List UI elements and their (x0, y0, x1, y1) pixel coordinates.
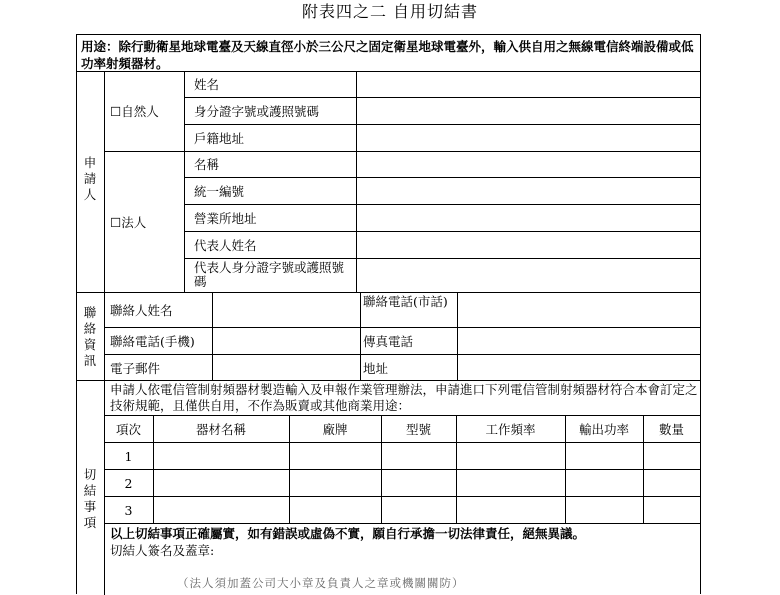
landline-label: 聯絡電話(市話) (363, 294, 448, 309)
field-label-id-number: 身分證字號或護照號碼 (194, 104, 320, 119)
col-frequency: 工作頻率 (485, 422, 536, 437)
contact-line (360, 292, 361, 380)
col-quantity: 數量 (658, 422, 684, 437)
type-column-line (184, 71, 185, 292)
divider-natural-legal (104, 151, 700, 152)
purpose-text: 用途：除行動衛星地球電臺及天線直徑小於三公尺之固定衛星地球電臺外，輸入供自用之無線電信終端設備或低功率射頻器材。 (81, 39, 694, 71)
checkbox-icon[interactable]: ☐ (110, 215, 122, 230)
divider (184, 97, 700, 98)
divider (184, 204, 700, 205)
natural-person-label: 自然人 (121, 104, 159, 119)
field-label-representative-name: 代表人姓名 (194, 238, 257, 253)
mobile-label: 聯絡電話(手機) (110, 334, 195, 349)
field-label-household-address: 戶籍地址 (194, 131, 245, 146)
contact-line (212, 292, 213, 380)
applicant-section-label: 申請人 (83, 155, 97, 202)
divider (104, 469, 700, 470)
contact-line (457, 292, 458, 380)
affidavit-form (76, 34, 701, 594)
divider-applicant-contact (77, 292, 700, 293)
field-label-representative-id: 代表人身分證字號或護照號碼 (194, 260, 345, 289)
col-model: 型號 (405, 422, 431, 437)
field-label-company-name: 名稱 (194, 157, 220, 172)
declaration-text: 以上切結事項正確屬實，如有錯誤或虛偽不實，願自行承擔一切法律責任，絕無異議。 (110, 526, 586, 541)
field-label-tax-id: 統一編號 (194, 184, 245, 199)
divider (104, 327, 700, 328)
divider (104, 415, 700, 416)
value-column-line (356, 71, 357, 292)
address-label: 地址 (363, 361, 389, 376)
contact-section-label: 聯絡資訊 (83, 305, 97, 368)
divider-purpose (77, 71, 700, 72)
legal-person-label: 法人 (121, 215, 147, 230)
legal-person-option[interactable] (110, 215, 146, 230)
divider (104, 354, 700, 355)
divider (184, 177, 700, 178)
col-item-number: 項次 (115, 422, 141, 437)
contact-person-label: 聯絡人姓名 (110, 303, 173, 318)
document-title: 附表四之二 自用切結書 (301, 2, 479, 21)
divider (184, 231, 700, 232)
fax-label: 傳真電話 (363, 334, 414, 349)
field-label-business-address: 營業所地址 (194, 211, 257, 226)
table-row-number: 3 (124, 503, 133, 518)
divider-contact-affidavit (77, 380, 700, 381)
table-row-number: 2 (124, 476, 133, 491)
col-brand: 廠牌 (322, 422, 348, 437)
divider (104, 496, 700, 497)
divider (184, 124, 700, 125)
col-output-power: 輸出功率 (578, 422, 629, 437)
affidavit-section-label: 切結事項 (83, 467, 97, 530)
affidavit-intro: 申請人依電信管制射頻器材製造輸入及申報作業管理辦法，申請進口下列電信管制射頻器材符合本會訂定之技術規範，且僅供自用，不作為販賣或其他商業用途： (110, 382, 698, 413)
natural-person-option[interactable] (110, 104, 159, 119)
email-label: 電子郵件 (110, 361, 161, 376)
table-row-number: 1 (124, 449, 133, 464)
field-label-name: 姓名 (194, 77, 220, 92)
signature-label: 切結人簽名及蓋章: (110, 543, 215, 558)
checkbox-icon[interactable]: ☐ (110, 104, 122, 119)
col-device-name: 器材名稱 (195, 422, 246, 437)
divider (104, 442, 700, 443)
divider (184, 258, 700, 259)
divider-declaration (104, 523, 700, 524)
seal-note: （法人須加蓋公司大小章及負責人之章或機關關防） (177, 576, 465, 590)
